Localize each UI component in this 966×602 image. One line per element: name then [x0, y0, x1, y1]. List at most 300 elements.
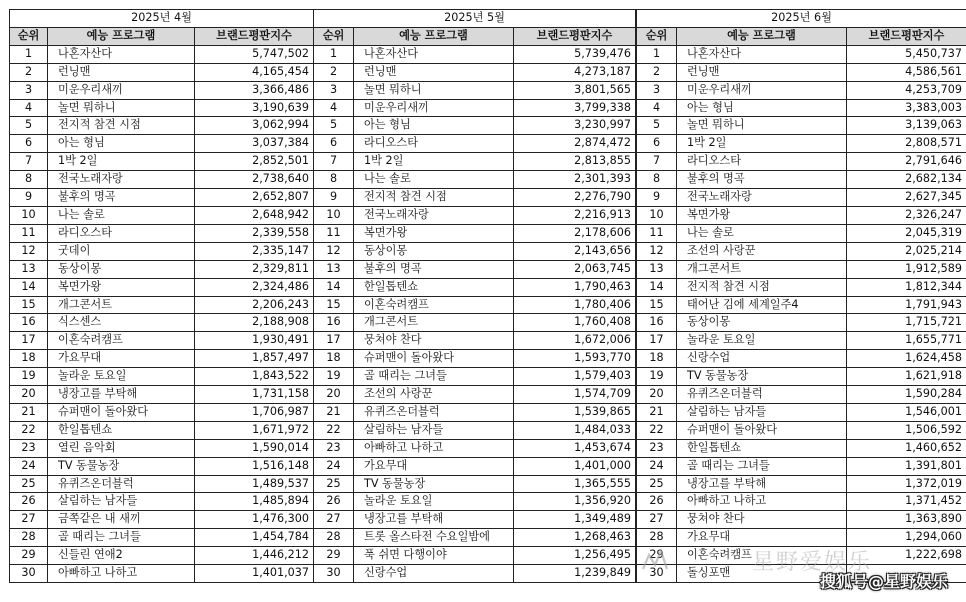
score-cell: 4,165,454: [195, 63, 314, 81]
score-cell: 1,843,522: [195, 368, 314, 386]
table-row: [637, 314, 966, 332]
rank-cell: 9: [10, 189, 48, 207]
program-cell: 놀라운 토요일: [354, 493, 514, 511]
program-cell: 나는 솔로: [48, 206, 195, 224]
score-cell: 2,627,345: [847, 189, 966, 207]
rank-cell: 4: [314, 99, 354, 117]
column-header-row: [314, 27, 636, 45]
table-row: [10, 63, 314, 81]
table-row: [314, 403, 636, 421]
rank-cell: 1: [314, 45, 354, 63]
rank-cell: 5: [10, 117, 48, 135]
table-row: [314, 421, 636, 439]
table-row: [637, 153, 966, 171]
score-cell: 1,539,865: [514, 403, 636, 421]
rank-cell: 15: [10, 296, 48, 314]
program-cell: 가요무대: [48, 350, 195, 368]
program-cell: 라디오스타: [677, 153, 847, 171]
rank-cell: 22: [10, 421, 48, 439]
program-cell: 미운우리새끼: [354, 99, 514, 117]
program-cell: 런닝맨: [354, 63, 514, 81]
rank-cell: 7: [314, 153, 354, 171]
rank-cell: 22: [314, 421, 354, 439]
watermark-credit: 搜狐号@星野娱乐: [819, 572, 948, 591]
program-cell: 복면가왕: [677, 206, 847, 224]
program-cell: 뭉쳐야 찬다: [354, 332, 514, 350]
program-cell: 불후의 명곡: [48, 189, 195, 207]
table-row: [10, 206, 314, 224]
program-cell: 놀면 뭐하니: [677, 117, 847, 135]
program-cell: 불후의 명곡: [354, 260, 514, 278]
rank-cell: 12: [10, 242, 48, 260]
rank-cell: 20: [10, 386, 48, 404]
table-row: [10, 296, 314, 314]
rank-cell: 28: [314, 529, 354, 547]
table-row: [637, 475, 966, 493]
rank-cell: 10: [637, 206, 677, 224]
rank-cell: 14: [637, 278, 677, 296]
score-cell: 2,188,908: [195, 314, 314, 332]
table-row: [637, 117, 966, 135]
table-row: [10, 403, 314, 421]
rank-cell: 30: [10, 565, 48, 583]
score-cell: 1,453,674: [514, 439, 636, 457]
rank-cell: 3: [10, 81, 48, 99]
table-row: [637, 368, 966, 386]
table-row: [314, 117, 636, 135]
program-cell: 미운우리새끼: [48, 81, 195, 99]
program-cell: 전국노래자랑: [48, 171, 195, 189]
table-row: [637, 547, 966, 565]
program-cell: 열린 음악회: [48, 439, 195, 457]
score-cell: 1,363,890: [847, 511, 966, 529]
program-cell: 전지적 참견 시점: [354, 189, 514, 207]
rank-cell: 11: [10, 224, 48, 242]
program-cell: 가요무대: [677, 529, 847, 547]
table-row: [314, 350, 636, 368]
ranking-table: [313, 9, 636, 583]
score-cell: 3,139,063: [847, 117, 966, 135]
program-cell: 라디오스타: [354, 135, 514, 153]
rank-cell: 26: [637, 493, 677, 511]
table-row: [10, 117, 314, 135]
month-title-row: [314, 10, 636, 28]
rank-cell: 18: [10, 350, 48, 368]
table-row: [314, 475, 636, 493]
table-row: [637, 457, 966, 475]
program-cell: 놀라운 토요일: [48, 368, 195, 386]
program-cell: 복면가왕: [48, 278, 195, 296]
score-cell: 1,593,770: [514, 350, 636, 368]
table-row: [10, 45, 314, 63]
program-cell: 나는 솔로: [677, 224, 847, 242]
table-row: [637, 511, 966, 529]
score-cell: 2,813,855: [514, 153, 636, 171]
rank-cell: 15: [637, 296, 677, 314]
table-row: [637, 403, 966, 421]
program-cell: 냉장고를 부탁해: [48, 386, 195, 404]
rank-header: 순위: [10, 27, 48, 45]
program-cell: 놀라운 토요일: [677, 332, 847, 350]
program-cell: 금쪽같은 내 새끼: [48, 511, 195, 529]
score-cell: 2,143,656: [514, 242, 636, 260]
table-row: [314, 278, 636, 296]
rank-cell: 21: [314, 403, 354, 421]
score-cell: 3,799,338: [514, 99, 636, 117]
score-cell: [847, 565, 966, 583]
table-row: [314, 135, 636, 153]
program-cell: 전지적 참견 시점: [677, 278, 847, 296]
program-cell: 이혼숙려캠프: [48, 332, 195, 350]
rank-cell: 29: [314, 547, 354, 565]
program-cell: 신들린 연애2: [48, 547, 195, 565]
score-cell: 2,791,646: [847, 153, 966, 171]
table-row: [10, 529, 314, 547]
column-header-row: [10, 27, 314, 45]
score-cell: 1,812,344: [847, 278, 966, 296]
score-cell: 2,808,571: [847, 135, 966, 153]
score-cell: 1,760,408: [514, 314, 636, 332]
score-cell: 1,857,497: [195, 350, 314, 368]
rank-cell: 24: [314, 457, 354, 475]
score-cell: 3,037,384: [195, 135, 314, 153]
program-header: 예능 프로그램: [354, 27, 514, 45]
score-cell: 1,780,406: [514, 296, 636, 314]
table-row: [314, 529, 636, 547]
rank-cell: 29: [10, 547, 48, 565]
program-cell: 살림하는 남자들: [677, 403, 847, 421]
program-cell: 놀면 뭐하니: [354, 81, 514, 99]
watermark-ghost-text: 星野爱娱乐: [752, 550, 873, 575]
rank-cell: 18: [637, 350, 677, 368]
score-cell: 1,454,784: [195, 529, 314, 547]
rank-cell: 20: [637, 386, 677, 404]
score-cell: 1,590,284: [847, 386, 966, 404]
table-row: [314, 171, 636, 189]
score-cell: 2,206,243: [195, 296, 314, 314]
table-row: [10, 368, 314, 386]
rank-cell: 25: [637, 475, 677, 493]
table-row: [10, 153, 314, 171]
program-cell: 아빠하고 나하고: [354, 439, 514, 457]
table-row: [314, 189, 636, 207]
table-row: [314, 565, 636, 583]
program-cell: 한일톱텐쇼: [354, 278, 514, 296]
program-cell: 냉장고를 부탁해: [354, 511, 514, 529]
program-cell: 뭉쳐야 찬다: [677, 511, 847, 529]
program-cell: 개그콘서트: [354, 314, 514, 332]
score-cell: 1,401,037: [195, 565, 314, 583]
rank-cell: 5: [637, 117, 677, 135]
table-row: [10, 260, 314, 278]
score-cell: 2,301,393: [514, 171, 636, 189]
table-row: [314, 99, 636, 117]
score-cell: 1,715,721: [847, 314, 966, 332]
table-row: [637, 529, 966, 547]
table-row: [637, 242, 966, 260]
rank-cell: 27: [10, 511, 48, 529]
score-cell: 4,273,187: [514, 63, 636, 81]
rank-cell: 15: [314, 296, 354, 314]
table-row: [314, 386, 636, 404]
table-row: [314, 242, 636, 260]
rank-cell: 7: [637, 153, 677, 171]
panel-may: [313, 9, 636, 583]
rank-cell: 8: [314, 171, 354, 189]
score-cell: 2,335,147: [195, 242, 314, 260]
table-row: [637, 206, 966, 224]
score-cell: 1,446,212: [195, 547, 314, 565]
score-cell: 4,253,709: [847, 81, 966, 99]
program-cell: 한일톱텐쇼: [677, 439, 847, 457]
rank-cell: 1: [10, 45, 48, 63]
rank-cell: 9: [314, 189, 354, 207]
table-row: [637, 421, 966, 439]
rank-cell: 26: [10, 493, 48, 511]
score-cell: 1,365,555: [514, 475, 636, 493]
score-cell: 1,485,894: [195, 493, 314, 511]
rank-cell: 6: [10, 135, 48, 153]
program-cell: 이혼숙려캠프: [677, 547, 847, 565]
score-cell: 1,460,652: [847, 439, 966, 457]
table-row: [637, 189, 966, 207]
rank-cell: 1: [637, 45, 677, 63]
table-row: [637, 81, 966, 99]
rank-cell: 2: [637, 63, 677, 81]
table-row: [314, 511, 636, 529]
program-cell: 슈퍼맨이 돌아왔다: [48, 403, 195, 421]
score-cell: 1,489,537: [195, 475, 314, 493]
rank-cell: 8: [10, 171, 48, 189]
score-cell: 3,383,003: [847, 99, 966, 117]
program-cell: 라디오스타: [48, 224, 195, 242]
program-cell: 미운우리새끼: [677, 81, 847, 99]
score-cell: 5,450,737: [847, 45, 966, 63]
program-cell: TV 동물농장: [354, 475, 514, 493]
rank-cell: 26: [314, 493, 354, 511]
rank-cell: 16: [637, 314, 677, 332]
program-cell: 동상이몽: [354, 242, 514, 260]
score-cell: 1,349,489: [514, 511, 636, 529]
rank-cell: 4: [10, 99, 48, 117]
table-row: [10, 547, 314, 565]
score-cell: 1,731,158: [195, 386, 314, 404]
score-cell: 2,178,606: [514, 224, 636, 242]
table-row: [637, 63, 966, 81]
score-cell: 2,652,807: [195, 189, 314, 207]
score-cell: 1,294,060: [847, 529, 966, 547]
program-cell: TV 동물농장: [677, 368, 847, 386]
rank-cell: 14: [10, 278, 48, 296]
table-row: [10, 189, 314, 207]
score-cell: 1,912,589: [847, 260, 966, 278]
program-cell: 나혼자산다: [354, 45, 514, 63]
panel-june: [636, 9, 966, 583]
score-cell: 5,739,476: [514, 45, 636, 63]
program-cell: 굿데이: [48, 242, 195, 260]
rank-cell: 27: [314, 511, 354, 529]
program-cell: 아는 형님: [677, 99, 847, 117]
table-row: [10, 511, 314, 529]
rank-cell: 25: [314, 475, 354, 493]
program-cell: 아빠하고 나하고: [48, 565, 195, 583]
program-cell: 개그콘서트: [48, 296, 195, 314]
table-row: [10, 81, 314, 99]
program-header: 예능 프로그램: [48, 27, 195, 45]
rank-cell: 6: [637, 135, 677, 153]
rank-cell: 13: [10, 260, 48, 278]
rank-cell: 23: [314, 439, 354, 457]
table-row: [314, 493, 636, 511]
table-row: [10, 565, 314, 583]
score-header: 브랜드평판지수: [195, 27, 314, 45]
score-cell: 2,648,942: [195, 206, 314, 224]
program-cell: 아빠하고 나하고: [677, 493, 847, 511]
score-cell: 1,484,033: [514, 421, 636, 439]
rank-cell: 16: [314, 314, 354, 332]
score-header: 브랜드평판지수: [847, 27, 966, 45]
ranking-table: [636, 9, 966, 583]
program-cell: 신랑수업: [354, 565, 514, 583]
rank-cell: 29: [637, 547, 677, 565]
table-row: [637, 439, 966, 457]
table-row: [10, 421, 314, 439]
rank-cell: 8: [637, 171, 677, 189]
rank-cell: 16: [10, 314, 48, 332]
month-title: 2025년 6월: [637, 10, 966, 28]
score-cell: 1,268,463: [514, 529, 636, 547]
score-cell: 3,190,639: [195, 99, 314, 117]
score-cell: 5,747,502: [195, 45, 314, 63]
rank-cell: 11: [314, 224, 354, 242]
score-cell: 1,356,920: [514, 493, 636, 511]
table-row: [637, 493, 966, 511]
table-row: [314, 81, 636, 99]
program-header: 예능 프로그램: [677, 27, 847, 45]
program-cell: 놀면 뭐하니: [48, 99, 195, 117]
rank-header: 순위: [637, 27, 677, 45]
program-cell: 1박 2일: [354, 153, 514, 171]
score-cell: 1,791,943: [847, 296, 966, 314]
program-cell: 1박 2일: [677, 135, 847, 153]
program-cell: 골 때리는 그녀들: [48, 529, 195, 547]
score-cell: 2,216,913: [514, 206, 636, 224]
table-row: [314, 260, 636, 278]
table-row: [637, 171, 966, 189]
program-cell: 동상이몽: [677, 314, 847, 332]
rank-cell: 21: [10, 403, 48, 421]
table-row: [10, 439, 314, 457]
month-title-row: [637, 10, 966, 28]
table-row: [10, 493, 314, 511]
table-row: [10, 386, 314, 404]
score-cell: 2,324,486: [195, 278, 314, 296]
rank-cell: 27: [637, 511, 677, 529]
score-cell: 1,574,709: [514, 386, 636, 404]
score-cell: 1,930,491: [195, 332, 314, 350]
program-cell: 이혼숙려캠프: [354, 296, 514, 314]
score-cell: 1,590,014: [195, 439, 314, 457]
score-cell: 2,045,319: [847, 224, 966, 242]
table-row: [637, 565, 966, 583]
rank-cell: 17: [314, 332, 354, 350]
program-cell: 런닝맨: [48, 63, 195, 81]
program-cell: 전국노래자랑: [677, 189, 847, 207]
table-row: [10, 135, 314, 153]
score-cell: 2,025,214: [847, 242, 966, 260]
table-row: [637, 99, 966, 117]
program-cell: 신랑수업: [677, 350, 847, 368]
program-cell: TV 동물농장: [48, 457, 195, 475]
score-cell: 3,366,486: [195, 81, 314, 99]
rank-cell: 17: [637, 332, 677, 350]
program-cell: 골 때리는 그녀들: [677, 457, 847, 475]
table-row: [637, 278, 966, 296]
table-row: [314, 547, 636, 565]
rank-cell: 2: [10, 63, 48, 81]
table-row: [10, 350, 314, 368]
rank-cell: 3: [314, 81, 354, 99]
program-cell: 가요무대: [354, 457, 514, 475]
rank-cell: 6: [314, 135, 354, 153]
rank-cell: 9: [637, 189, 677, 207]
score-cell: 3,801,565: [514, 81, 636, 99]
score-cell: 1,391,801: [847, 457, 966, 475]
ranking-table: [9, 9, 314, 583]
score-cell: 1,222,698: [847, 547, 966, 565]
month-title-row: [10, 10, 314, 28]
score-cell: 1,516,148: [195, 457, 314, 475]
rank-cell: 25: [10, 475, 48, 493]
table-row: [10, 457, 314, 475]
score-cell: 1,256,495: [514, 547, 636, 565]
table-row: [637, 350, 966, 368]
panel-april: [9, 9, 314, 583]
rank-cell: 19: [637, 368, 677, 386]
table-row: [314, 224, 636, 242]
score-cell: 2,738,640: [195, 171, 314, 189]
rank-cell: 10: [10, 206, 48, 224]
score-cell: 1,579,403: [514, 368, 636, 386]
score-cell: 1,401,000: [514, 457, 636, 475]
rank-cell: 22: [637, 421, 677, 439]
program-cell: 유퀴즈온더블럭: [677, 386, 847, 404]
month-title: 2025년 5월: [314, 10, 636, 28]
score-cell: 1,672,006: [514, 332, 636, 350]
score-cell: 2,326,247: [847, 206, 966, 224]
program-cell: 런닝맨: [677, 63, 847, 81]
score-cell: 1,506,592: [847, 421, 966, 439]
program-cell: 나혼자산다: [48, 45, 195, 63]
program-cell: 1박 2일: [48, 153, 195, 171]
table-row: [637, 135, 966, 153]
program-cell: 아는 형님: [48, 135, 195, 153]
table-row: [637, 224, 966, 242]
table-row: [314, 457, 636, 475]
table-row: [314, 332, 636, 350]
table-row: [637, 296, 966, 314]
score-cell: 2,874,472: [514, 135, 636, 153]
rank-cell: 20: [314, 386, 354, 404]
program-cell: 슈퍼맨이 돌아왔다: [354, 350, 514, 368]
program-cell: 한일톱텐쇼: [48, 421, 195, 439]
score-cell: 4,586,561: [847, 63, 966, 81]
score-cell: 1,655,771: [847, 332, 966, 350]
table-row: [637, 386, 966, 404]
score-cell: 1,621,918: [847, 368, 966, 386]
table-row: [10, 171, 314, 189]
rank-cell: 12: [314, 242, 354, 260]
